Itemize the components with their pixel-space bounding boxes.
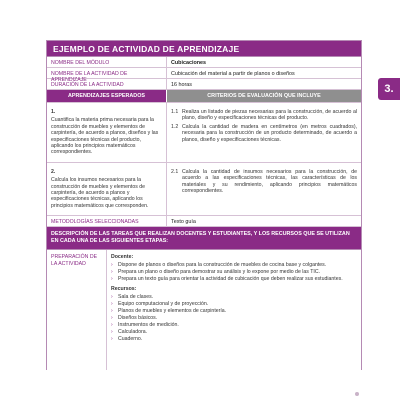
chevron-right-icon: ›	[111, 300, 113, 307]
criteria-header: CRITERIOS DE EVALUACIÓN QUE INCLUYE	[167, 90, 361, 102]
recursos-list	[111, 294, 357, 342]
list-item: › Planos de muebles y elementos de carpintería.	[111, 307, 227, 314]
page-dot	[355, 392, 359, 396]
learning-number: 1.	[51, 109, 56, 115]
learning-number: 2.	[51, 168, 56, 175]
activity-table	[46, 40, 362, 370]
docente-title: Docente:	[111, 254, 134, 261]
learning-2	[47, 163, 167, 215]
module-label: NOMBRE DEL MÓDULO	[47, 57, 167, 67]
chapter-badge: 3.	[378, 78, 400, 100]
duration-label: DURACIÓN DE LA ACTIVIDAD	[47, 79, 167, 89]
learning-1	[47, 103, 167, 162]
criterion-item	[171, 109, 357, 122]
info-row-module	[47, 57, 361, 68]
methodology-row	[47, 216, 361, 227]
activity-name-value: Cubicación del material a partir de planos o diseños	[171, 71, 295, 77]
list-item: › Sala de clases.	[111, 293, 154, 300]
learnings-header: APRENDIZAJES ESPERADOS	[47, 90, 167, 102]
criteria-1	[167, 103, 361, 162]
learning-text: Cuantifica la materia prima necesaria para la construcción de muebles y elementos de carpintería, de acuerdo a planos, diseños y las especificaciones técnicas del producto, aplicando los principios matemáticos correspondientes.	[51, 117, 159, 156]
chevron-right-icon: ›	[111, 328, 113, 335]
chevron-right-icon: ›	[111, 307, 113, 314]
document-title: EJEMPLO DE ACTIVIDAD DE APRENDIZAJE	[47, 41, 361, 57]
chevron-right-icon: ›	[111, 335, 113, 342]
criteria-2	[167, 163, 361, 215]
criterion-text: Calcula la cantidad de madera en centímetros (en metros cuadrados), necesaria para la construcción de un producto determinado, de acuerdo a planos, diseño y especificaciones técnicas.	[182, 123, 357, 143]
duration-value: 16 horas	[171, 82, 192, 88]
methodology-label: METODOLOGÍAS SELECCIONADAS	[47, 216, 167, 226]
list-item: › Dispone de planos o diseños para la construcción de muebles de cocina base y colgantes.	[111, 261, 327, 268]
criterion-item	[171, 124, 357, 143]
docente-list	[111, 262, 357, 282]
list-item: › Prepara un texto guía para orientar la actividad de cubicación que deben realizar sus estudiantes.	[111, 275, 343, 282]
chevron-right-icon: ›	[111, 321, 113, 328]
preparation-row	[47, 250, 361, 370]
list-item: › Prepara un plano o diseño para demostrar su análisis y lo expone por medio de las TIC.	[111, 268, 321, 275]
learning-row-1	[47, 103, 361, 163]
chevron-right-icon: ›	[111, 314, 113, 321]
description-banner: DESCRIPCIÓN DE LAS TAREAS QUE REALIZAN DOCENTES Y ESTUDIANTES, Y LOS RECURSOS QUE SE UTILIZAN EN CADA UNA DE LAS SIGUIENTES ETAPAS:	[47, 227, 361, 250]
criterion-number: 2.1	[171, 168, 179, 175]
activity-name-label: NOMBRE DE LA ACTIVIDAD DE APRENDIZAJE	[47, 68, 167, 78]
preparation-label: PREPARACIÓN DE LA ACTIVIDAD	[47, 250, 107, 370]
chevron-right-icon: ›	[111, 275, 113, 282]
criterion-text: Realiza un listado de piezas necesarias para la construcción, de acuerdo al plano, diseño y especificaciones técnicas del producto.	[182, 109, 357, 122]
info-row-activity	[47, 68, 361, 83]
list-item: › Equipo computacional y de proyección.	[111, 300, 209, 307]
methodology-value: Texto guía	[171, 219, 196, 226]
chevron-right-icon: ›	[111, 261, 113, 268]
criterion-number: 1.2	[171, 123, 179, 130]
preparation-content	[107, 250, 361, 370]
learning-row-2	[47, 163, 361, 216]
info-row-duration	[47, 79, 361, 90]
recursos-title: Recursos:	[111, 286, 137, 293]
criterion-item	[171, 169, 357, 195]
learning-criteria-header	[47, 90, 361, 103]
list-item: › Instrumentos de medición.	[111, 321, 179, 328]
chevron-right-icon: ›	[111, 268, 113, 275]
learning-text: Calcula los insumos necesarios para la construcción de muebles y elementos de carpintería, de acuerdo a planos y especificaciones técnicas, aplicando los principios matemáticos que corresponden.	[51, 177, 149, 209]
module-value: Cubicaciones	[171, 60, 207, 66]
criterion-text: Calcula la cantidad de insumos necesarios para la construcción, de acuerdo a las especificaciones técnicas, las características de los materiales y su rendimiento, aplicando principios matemáticos correspondientes.	[182, 168, 357, 195]
list-item: › Diseños básicos.	[111, 314, 158, 321]
criterion-number: 1.1	[171, 109, 179, 115]
list-item: › Calculadora.	[111, 328, 148, 335]
chevron-right-icon: ›	[111, 293, 113, 300]
list-item: › Cuaderno.	[111, 335, 143, 342]
